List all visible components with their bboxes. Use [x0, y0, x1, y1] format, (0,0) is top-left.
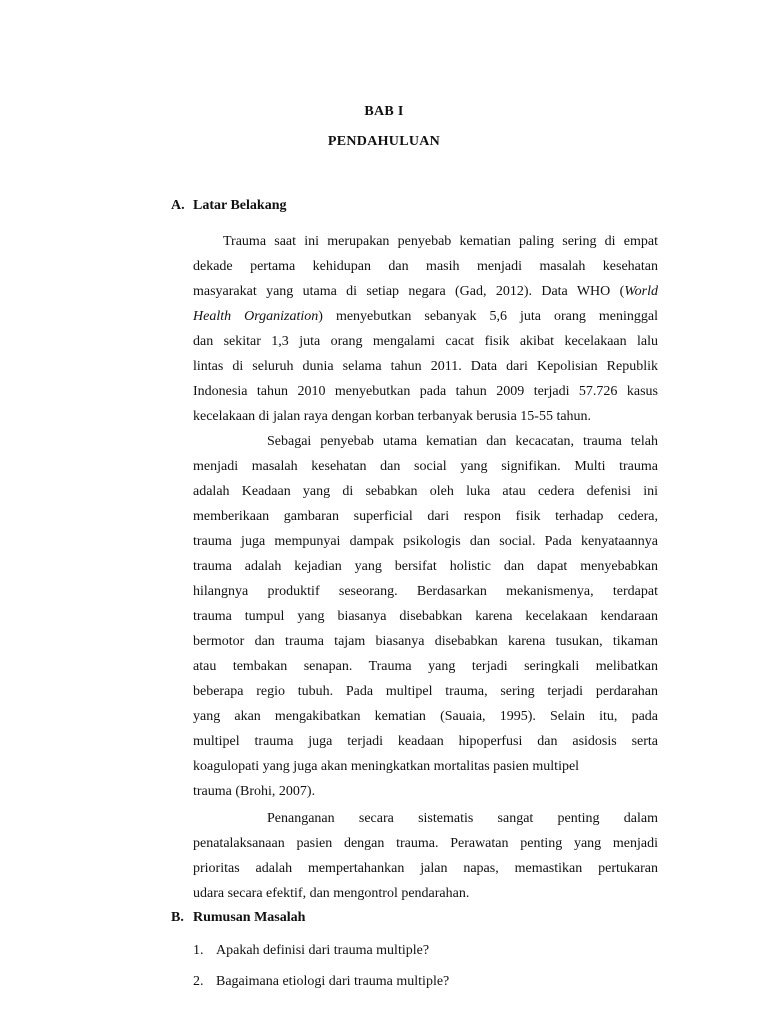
section-letter: B. [171, 910, 184, 925]
paragraph-line: Indonesia tahun 2010 menyebutkan pada tahun 2009 terjadi 57.726 kasus [193, 384, 658, 399]
section-letter: A. [171, 198, 185, 213]
paragraph-line: lintas di seluruh dunia selama tahun 2011. Data dari Kepolisian Republik [193, 359, 658, 374]
italic-term-part: Health Organization [193, 309, 319, 324]
paragraph-line: trauma (Brohi, 2007). [193, 784, 316, 799]
section-title: Latar Belakang [193, 198, 287, 213]
paragraph-line: memberikaan gambaran superficial dari respon fisik terhadap cedera, [193, 509, 658, 524]
paragraph-line: trauma tumpul yang biasanya disebabkan karena kecelakaan kendaraan [193, 609, 658, 624]
section-title: Rumusan Masalah [193, 910, 306, 925]
paragraph-line: menjadi masalah kesehatan dan social yang signifikan. Multi trauma [193, 459, 658, 474]
paragraph-line: penatalaksanaan pasien dengan trauma. Perawatan penting yang menjadi [193, 836, 658, 851]
paragraph-line [193, 279, 658, 304]
italic-term-part: World [624, 284, 658, 299]
paragraph-line: beberapa regio tubuh. Pada multipel trauma, sering terjadi perdarahan [193, 684, 658, 699]
paragraph-line: bermotor dan trauma tajam biasanya disebabkan karena tusukan, tikaman [193, 634, 658, 649]
problem-list [193, 935, 449, 997]
paragraph-line: prioritas adalah mempertahankan jalan napas, memastikan pertukaran [193, 861, 658, 876]
paragraph-1 [193, 229, 658, 429]
paragraph-line: udara secara efektif, dan mengontrol pendarahan. [193, 886, 470, 901]
section-heading-latar-belakang [171, 198, 286, 214]
paragraph-line: dan sekitar 1,3 juta orang mengalami cacat fisik akibat kecelakaan lalu [193, 334, 658, 349]
text-run: ) menyebutkan sebanyak 5,6 juta orang meninggal [318, 309, 659, 324]
paragraph-line: multipel trauma juga terjadi keadaan hipoperfusi dan asidosis serta [193, 734, 658, 749]
chapter-title: PENDAHULUAN [327, 134, 441, 149]
paragraph-line: atau tembakan senapan. Trauma yang terjadi seringkali melibatkan [193, 659, 658, 674]
paragraph-line: adalah Keadaan yang di sebabkan oleh luka atau cedera defenisi ini [193, 484, 658, 499]
paragraph-line: hilangnya produktif seseorang. Berdasarkan mekanismenya, terdapat [193, 584, 658, 599]
list-item [193, 966, 449, 997]
paragraph-line: Penanganan secara sistematis sangat penting dalam [267, 811, 658, 826]
list-item [193, 935, 449, 966]
paragraph-line: yang akan mengakibatkan kematian (Sauaia, 1995). Selain itu, pada [193, 709, 658, 724]
chapter-number: BAB I [364, 104, 404, 119]
paragraph-line: trauma juga mempunyai dampak psikologis dan social. Pada kenyataannya [193, 534, 658, 549]
list-text: Bagaimana etiologi dari trauma multiple? [216, 974, 450, 989]
paragraph-3 [193, 806, 658, 906]
text-run: masyarakat yang utama di setiap negara (Gad, 2012). Data WHO ( [193, 284, 625, 299]
paragraph-line: Trauma saat ini merupakan penyebab kematian paling sering di empat [223, 234, 658, 249]
list-number: 1. [193, 943, 204, 958]
paragraph-line [193, 304, 658, 329]
paragraph-line: koagulopati yang juga akan meningkatkan mortalitas pasien multipel [193, 759, 580, 774]
paragraph-line: trauma adalah kejadian yang bersifat holistic dan dapat menyebabkan [193, 559, 658, 574]
paragraph-line: kecelakaan di jalan raya dengan korban terbanyak berusia 15-55 tahun. [193, 409, 592, 424]
paragraph-line: dekade pertama kehidupan dan masih menjadi masalah kesehatan [193, 259, 658, 274]
list-text: Apakah definisi dari trauma multiple? [216, 943, 430, 958]
paragraph-2 [193, 429, 658, 804]
paragraph-line: Sebagai penyebab utama kematian dan kecacatan, trauma telah [267, 434, 658, 449]
section-heading-rumusan-masalah [171, 910, 305, 926]
list-number: 2. [193, 974, 204, 989]
